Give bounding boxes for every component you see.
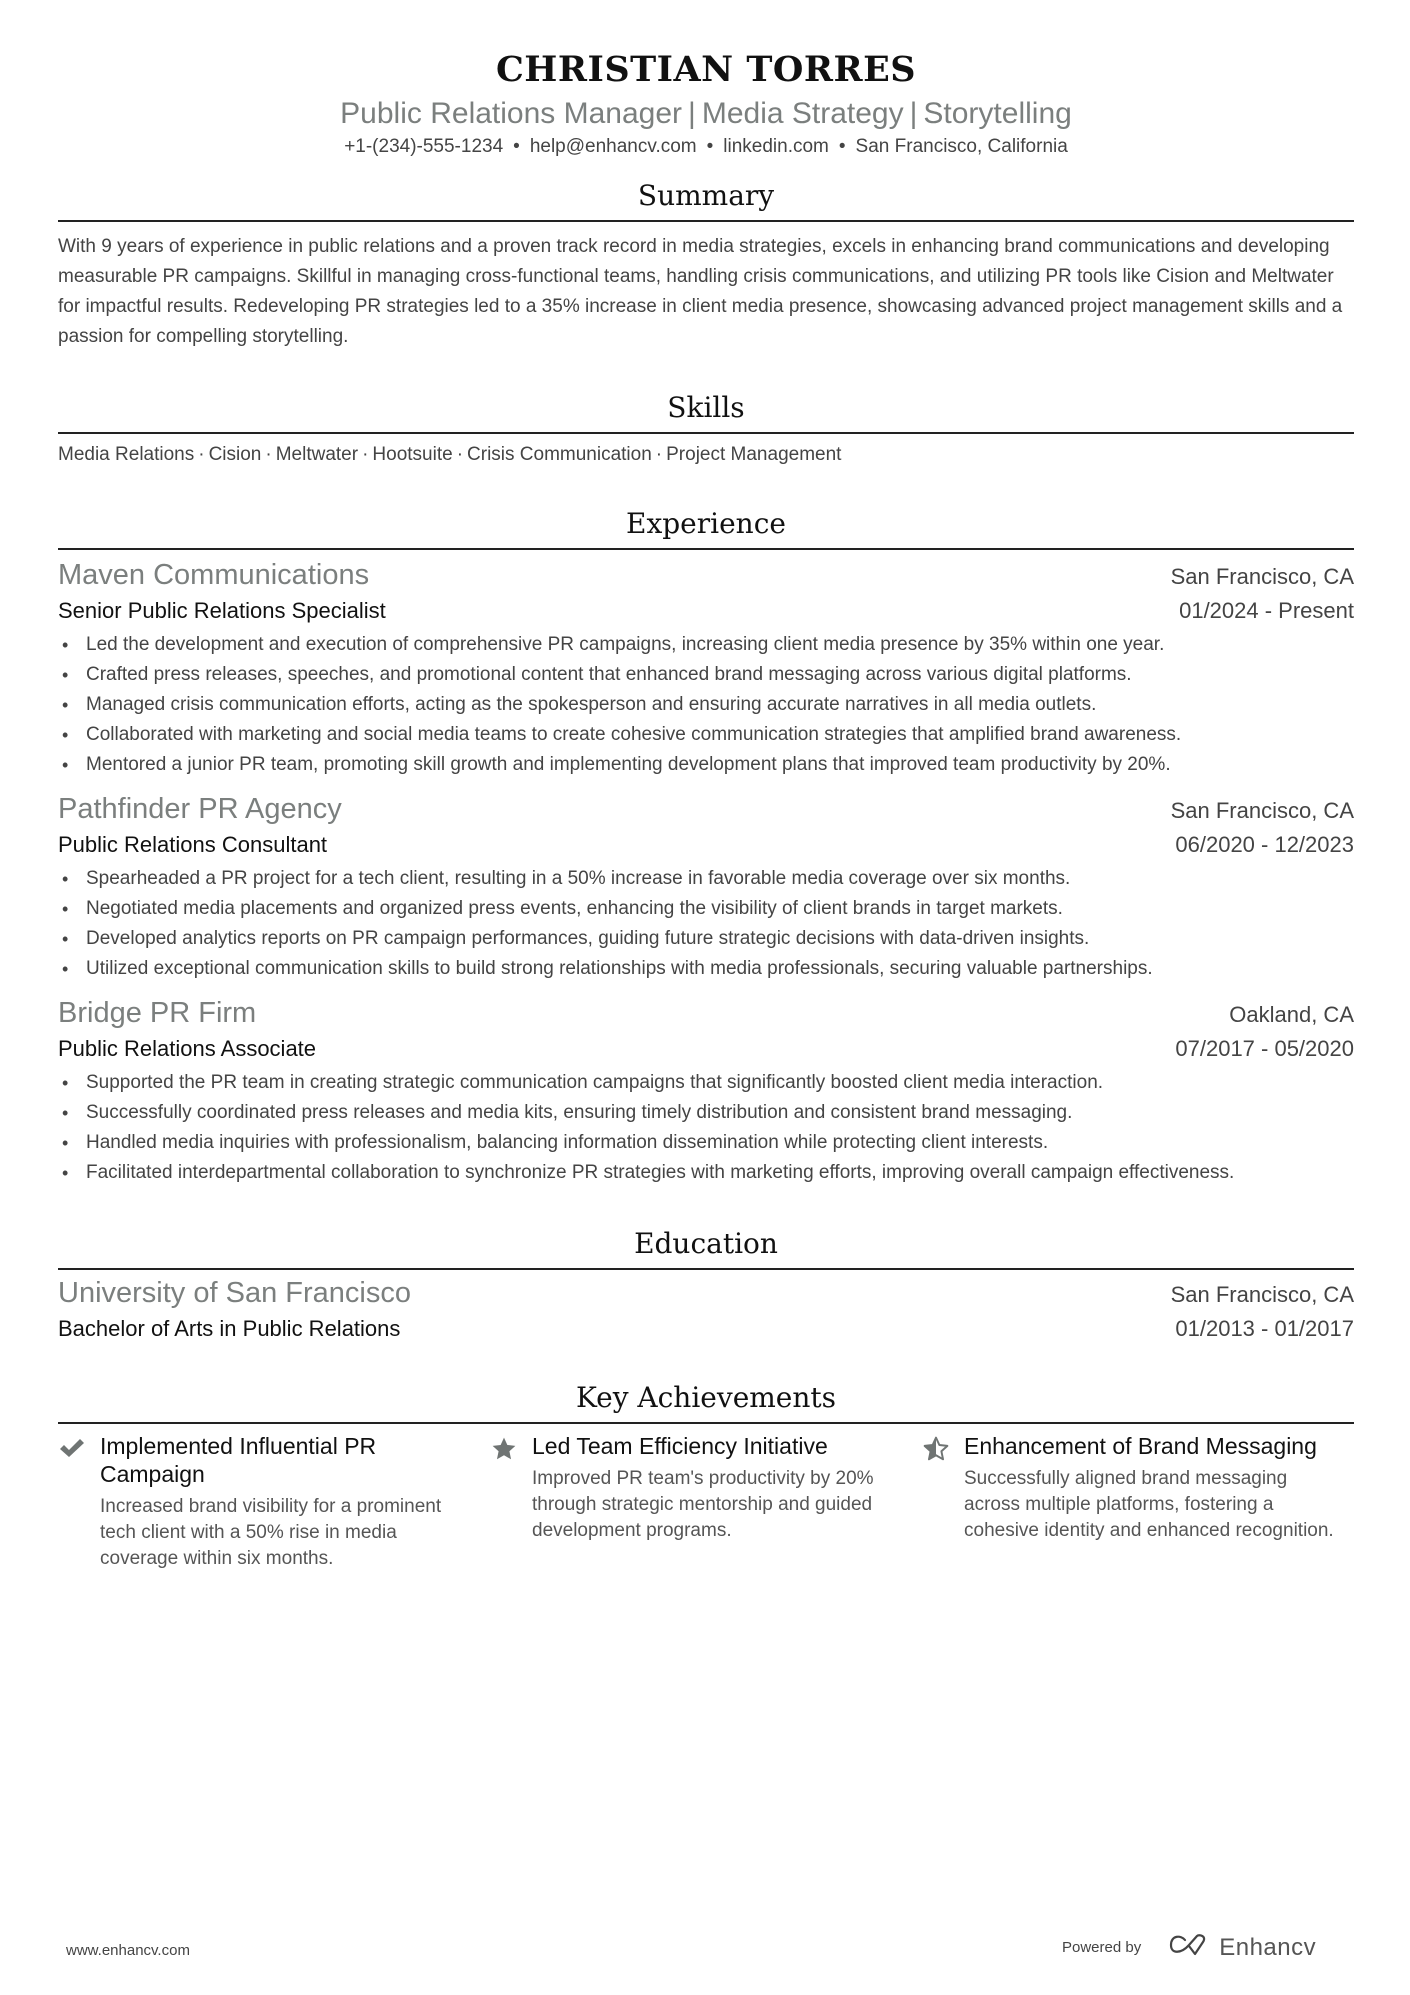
education-section [58,1226,1354,1346]
job-bullet: • Collaborated with marketing and social media teams to create cohesive communication strategies that amplified brand awareness. [86,720,1354,750]
half-star-icon [922,1432,964,1572]
resume-page [58,0,1354,1572]
brand-name[interactable]: Enhancv [1219,1933,1317,1961]
skill-item: Hootsuite [372,444,453,465]
company-name: Maven Communications [58,559,370,591]
headline [58,94,1354,134]
job-entry [58,556,1354,780]
job-bullet: • Led the development and execution of comprehensive PR campaigns, increasing client media presence by 35% within one year. [86,630,1354,660]
job-bullets [58,630,1354,780]
achievement-description: Successfully aligned brand messaging across multiple platforms, fostering a cohesive identity and enhanced recognition. [964,1468,1334,1541]
summary-text: With 9 years of experience in public relations and a proven track record in media strategies, excels in enhancing brand communications and developing measurable PR campaigns. Skillful in managing cross-functional teams, handling crisis communications, and utilizing PR tools like Cision and Meltwater for impactful results. Redeveloping PR strategies led to a 35% increase in client media presence, showcasing advanced project management skills and a passion for compelling storytelling. [58,236,1343,347]
section-divider [58,1422,1354,1424]
skill-separator: · [655,444,663,465]
job-title: Public Relations Associate [58,1036,317,1061]
company-name: Pathfinder PR Agency [58,793,342,825]
experience-section [58,506,1354,1188]
achievement-item [58,1432,490,1572]
achievements-section [58,1380,1354,1572]
job-bullet: • Spearheaded a PR project for a tech client, resulting in a 50% increase in favorable media coverage over six months. [86,864,1354,894]
job-location: San Francisco, CA [1170,564,1354,589]
headline-separator: | [688,97,696,130]
email-link[interactable]: help@enhancv.com [529,136,697,157]
skill-separator: · [456,444,464,465]
skill-separator: · [362,444,369,465]
job-bullet: • Supported the PR team in creating strategic communication campaigns that significantly boosted client media interaction. [86,1068,1354,1098]
school-location: San Francisco, CA [1170,1282,1354,1307]
job-bullet: • Managed crisis communication efforts, acting as the spokesperson and ensuring accurate narratives in all media outlets. [86,690,1354,720]
degree: Bachelor of Arts in Public Relations [58,1316,401,1341]
job-entry [58,994,1354,1188]
candidate-name: CHRISTIAN TORRES [495,49,917,90]
section-divider [58,1268,1354,1270]
skills-section [58,390,1354,468]
headline-item: Storytelling [923,97,1072,130]
contact-separator: • [513,136,520,157]
section-title-summary: Summary [637,179,775,212]
contact-separator: • [838,136,846,157]
contact-info [58,134,1354,160]
location: San Francisco, California [855,136,1068,157]
job-title: Senior Public Relations Specialist [58,598,386,623]
phone[interactable]: +1-(234)-555-1234 [344,136,504,157]
skills-list [58,442,1354,468]
skill-separator: · [198,444,205,465]
achievement-description: Increased brand visibility for a prominent tech client with a 50% rise in media coverage within six months. [100,1496,442,1569]
skill-item: Meltwater [275,444,359,465]
education-entry [58,1274,1354,1346]
skill-item: Project Management [666,444,842,465]
skill-separator: · [265,444,272,465]
job-bullet: • Facilitated interdepartmental collaboration to synchronize PR strategies with marketing efforts, improving overall campaign effectiveness. [86,1158,1354,1188]
section-title-skills: Skills [667,391,745,424]
job-title: Public Relations Consultant [58,832,328,857]
contact-separator: • [706,136,714,157]
section-divider [58,432,1354,434]
achievements-grid [58,1432,1354,1572]
section-title-achievements: Key Achievements [575,1381,837,1414]
job-location: Oakland, CA [1229,1002,1354,1027]
achievement-description: Improved PR team's productivity by 20% through strategic mentorship and guided development programs. [532,1468,874,1541]
star-icon [490,1432,532,1572]
education-dates: 01/2013 - 01/2017 [1175,1316,1354,1341]
section-divider [58,548,1354,550]
achievement-title: Enhancement of Brand Messaging [964,1433,1317,1459]
footer-branding [1062,1932,1316,1963]
skill-item: Crisis Communication [467,444,652,465]
checkmark-icon [58,1432,100,1572]
job-bullet: • Negotiated media placements and organized press events, enhancing the visibility of client brands in target markets. [86,894,1354,924]
resume-header [58,0,1354,160]
achievement-title: Led Team Efficiency Initiative [532,1433,828,1459]
enhancv-logo-icon [1167,1932,1211,1963]
job-bullet: • Crafted press releases, speeches, and promotional content that enhanced brand messaging across various digital platforms. [86,660,1354,690]
job-dates: 06/2020 - 12/2023 [1175,832,1354,857]
company-name: Bridge PR Firm [58,997,257,1029]
section-title-experience: Experience [626,507,786,540]
skill-item: Cision [208,444,262,465]
powered-by-label: Powered by [1062,1939,1142,1956]
job-entry [58,790,1354,984]
section-title-education: Education [634,1227,778,1260]
footer-website-link[interactable]: www.enhancv.com [66,1942,190,1959]
achievement-item [490,1432,922,1572]
linkedin-link[interactable]: linkedin.com [723,136,829,157]
headline-separator: | [909,97,918,130]
job-bullet: • Successfully coordinated press releases and media kits, ensuring timely distribution and consistent brand messaging. [86,1098,1354,1128]
job-bullet: • Utilized exceptional communication skills to build strong relationships with media professionals, securing valuable partnerships. [86,954,1354,984]
achievement-title: Implemented Influential PR Campaign [100,1433,377,1487]
section-divider [58,220,1354,222]
job-bullet: • Handled media inquiries with professionalism, balancing information dissemination while protecting client interests. [86,1128,1354,1158]
skill-item: Media Relations [58,444,195,465]
job-bullet: • Developed analytics reports on PR campaign performances, guiding future strategic decisions with data-driven insights. [86,924,1354,954]
job-bullet: • Mentored a junior PR team, promoting skill growth and implementing development plans that improved team productivity by 20%. [86,750,1354,780]
school-name: University of San Francisco [58,1277,411,1309]
achievement-item [922,1432,1354,1572]
job-bullets [58,864,1354,984]
headline-item: Public Relations Manager [340,97,683,130]
summary-section [58,178,1354,352]
headline-item: Media Strategy [701,97,904,130]
job-location: San Francisco, CA [1170,798,1354,823]
job-dates: 07/2017 - 05/2020 [1175,1036,1354,1061]
job-dates: 01/2024 - Present [1179,598,1354,623]
job-bullets [58,1068,1354,1188]
